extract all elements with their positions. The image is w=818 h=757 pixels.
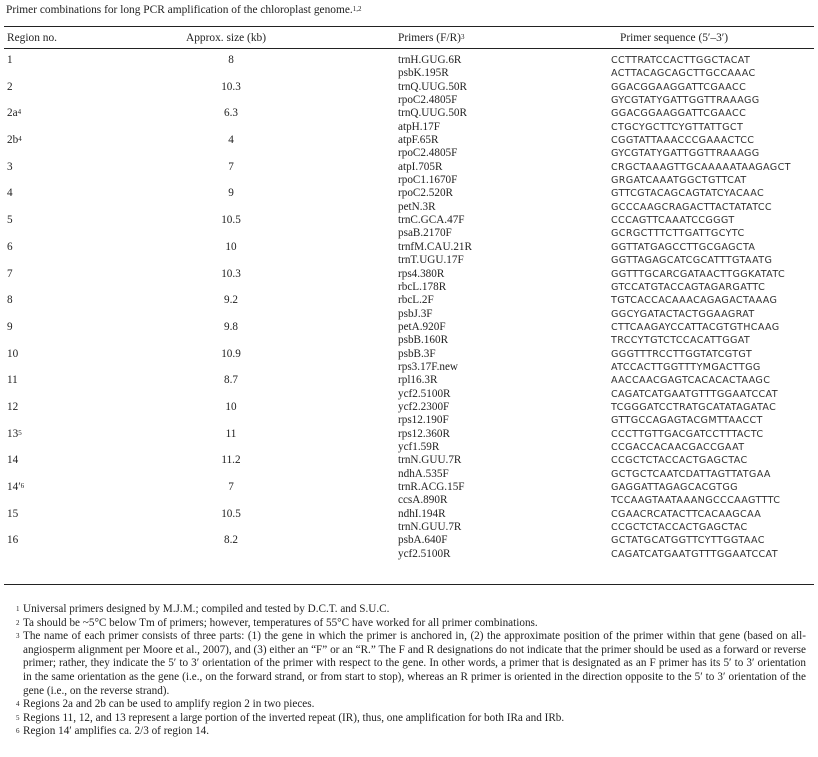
footnote-mark: 3 <box>16 632 20 641</box>
region-cell: 5 <box>7 214 13 227</box>
region-cell: $2b^4$ <box>7 134 22 147</box>
footnote-mark: 2 <box>16 618 20 627</box>
table-row <box>0 361 818 374</box>
table-row <box>0 174 818 187</box>
size-cell: 8.2 <box>224 534 238 547</box>
size-cell: 7 <box>228 481 234 493</box>
region-cell: 11 <box>7 374 18 387</box>
primer-cell: rps3.17F.new <box>398 360 459 373</box>
size-cell: 7 <box>228 160 234 173</box>
table-bottom-rule <box>4 584 814 585</box>
region-cell: 16 <box>7 534 19 547</box>
table-row <box>0 334 818 347</box>
sequence-cell: GGTTATGAGCCTTGCGAGCTA <box>611 241 756 253</box>
sequence-cell: TCCAAGTAATAAANGCCCAAGTTTC <box>611 495 781 507</box>
size-cell: 6.3 <box>224 107 238 120</box>
sequence-cell: GGGTTTRCCTTGGTATCGTGT <box>611 348 753 360</box>
region-cell: 3 <box>7 160 13 173</box>
primer-cell: trnR.ACG.15F <box>398 481 465 493</box>
region-cell: 2 <box>7 80 13 93</box>
sequence-cell: ATCCACTTGGTTTYMGACTTGG <box>611 361 761 373</box>
table-row <box>0 54 818 67</box>
table-row <box>0 321 818 334</box>
sequence-cell: GGACGGAAGGATTCGAACC <box>611 81 747 93</box>
primer-cell: ycf2.2300F <box>398 400 450 413</box>
primer-cell: trnQ.UUG.50R <box>398 80 467 93</box>
table-row <box>0 268 818 281</box>
table-row <box>0 454 818 467</box>
table-row <box>0 281 818 294</box>
sequence-cell: TRCCYTGTCTCCACATTGGAT <box>611 335 751 347</box>
footnote-mark: 1 <box>16 605 20 613</box>
header-sequence: Primer sequence (5′–3′) <box>620 32 729 44</box>
primer-cell: psbA.640F <box>398 534 448 547</box>
primer-cell: rps4.380R <box>398 267 445 280</box>
region-cell: 14 <box>7 454 19 467</box>
size-cell: 10 <box>225 400 237 413</box>
primer-cell: psbB.160R <box>398 334 449 347</box>
primer-cell: rbcL.178R <box>398 280 447 293</box>
size-cell: 10.5 <box>221 214 241 227</box>
sequence-cell: CCTTRATCCACTTGGCTACAT <box>611 55 751 66</box>
region-footnote-mark: 4 <box>18 135 22 144</box>
table-caption <box>6 3 361 17</box>
sequence-cell: CGAACRCATACTTCACAAGCAA <box>611 508 762 520</box>
header-size: Approx. size (kb) <box>186 32 267 44</box>
table-row <box>0 147 818 160</box>
header-primers-mark: 3 <box>460 33 465 41</box>
footnote-text: Ta should be ~5°C below Tm of primers; however, temperatures of 55°C have worked for all primer combinations. <box>23 616 538 629</box>
region-cell: $13^5$ <box>7 427 22 440</box>
size-cell: 10.5 <box>221 507 241 520</box>
footnote-text: Regions 2a and 2b can be used to amplify region 2 in two pieces. <box>23 698 315 711</box>
table-row <box>0 187 818 200</box>
size-cell: 4 <box>228 134 234 147</box>
primer-cell: ycf1.59R <box>398 440 440 453</box>
sequence-cell: CCCTTGTTGACGATCCTTTACTC <box>611 428 764 440</box>
primer-cell: ycf2.5100R <box>398 387 451 400</box>
sequence-cell: GGTTAGAGCATCGCATTTGTAATG <box>611 255 773 267</box>
region-footnote-mark: 5 <box>18 428 22 437</box>
footnote-text: Universal primers designed by M.J.M.; compiled and tested by D.C.T. and S.U.C. <box>23 603 390 615</box>
sequence-cell: GCCCAAGCRAGACTTACTATATCC <box>611 201 772 213</box>
primer-cell: trnfM.CAU.21R <box>398 240 472 253</box>
size-cell: 10.3 <box>221 80 241 93</box>
footnote-mark: 6 <box>16 727 20 736</box>
table-row <box>0 428 818 441</box>
table-row <box>0 67 818 80</box>
footnote-text: Region 14′ amplifies ca. 2/3 of region 14. <box>23 725 210 738</box>
primer-cell: rpoC2.4805F <box>398 147 458 160</box>
table-row <box>0 414 818 427</box>
footnote <box>16 603 806 617</box>
table-body <box>0 54 818 561</box>
sequence-cell: CCGACCACAACGACCGAAT <box>611 441 745 453</box>
region-cell: $2a^4$ <box>7 107 22 120</box>
table-row <box>0 294 818 307</box>
region-cell: 7 <box>7 267 13 280</box>
primer-cell: psbJ.3F <box>398 307 433 320</box>
region-cell: 1 <box>7 54 13 66</box>
table-top-rule <box>4 26 814 27</box>
footnote <box>16 617 806 631</box>
sequence-cell: GYCGTATYGATTGGTTRAAAGG <box>611 95 760 107</box>
size-cell: 9 <box>228 187 234 200</box>
footnote <box>16 630 806 698</box>
size-cell: 9.8 <box>224 320 238 333</box>
header-region: Region no. <box>7 32 57 44</box>
table-row <box>0 134 818 147</box>
footnote <box>16 712 806 726</box>
header-bottom-rule <box>4 48 814 49</box>
table-row <box>0 388 818 401</box>
sequence-cell: GTTGCCAGAGTACGMTTAACCT <box>611 415 763 427</box>
caption-text: Primer combinations for long PCR amplification of the chloroplast genome. <box>6 4 353 16</box>
sequence-cell: CCCAGTTCAAATCCGGGT <box>611 215 735 227</box>
primer-cell: psbK.195R <box>398 67 449 80</box>
table-row <box>0 348 818 361</box>
table-row <box>0 94 818 107</box>
region-cell: 8 <box>7 294 13 307</box>
primer-cell: trnC.GCA.47F <box>398 214 465 227</box>
footnote-mark: 5 <box>16 713 20 722</box>
primer-cell: ndhA.535F <box>398 467 449 480</box>
footnote-text: Regions 11, 12, and 13 represent a large portion of the inverted repeat (IR), thus, one amplification for both IRa and IRb. <box>23 711 565 724</box>
table-row <box>0 227 818 240</box>
size-cell: 10.3 <box>221 267 241 280</box>
primer-cell: ycf2.5100R <box>398 547 451 560</box>
primer-cell: atpH.17F <box>398 120 440 133</box>
primer-cell: psaB.2170F <box>398 227 452 240</box>
region-footnote-mark: 6 <box>20 482 25 490</box>
sequence-cell: ACTTACAGCAGCTTGCCAAAC <box>611 68 756 80</box>
footnote-text: The name of each primer consists of three parts: (1) the gene in which the primer is anchored in, (2) the approximate position of the primer within that gene (based on all-angiosperm alignment per Moore et al., 2007), and (3) either an “F” or an “R.” The F and R designations do not indicate that the primer should be used as a forward or reverse primer; rather, they indicate the 5′ to 3′ orientation of the primer with respect to the gene. In other words, a primer that is designated as an F primer has its 5′ to 3′ orientation in the same orientation as the gene (i.e., on the forward strand, or from start to stop), whereas an R primer is oriented in the direction opposite to the 5′ to 3′ orientation of the gene (i.e., on the reverse strand). <box>23 630 806 697</box>
region-cell: 12 <box>7 400 19 413</box>
table-row <box>0 548 818 561</box>
sequence-cell: GCRGCTTTCTTGATTGCYTC <box>611 228 745 240</box>
sequence-cell: AACCAACGAGTCACACACTAAGC <box>611 375 771 387</box>
sequence-cell: GTTCGTACAGCAGTATCYACAAC <box>611 188 765 200</box>
primer-cell: atpI.705R <box>398 160 443 173</box>
region-cell: 4 <box>7 187 13 200</box>
sequence-cell: GCTATGCATGGTTCYTTGGTAAC <box>611 535 765 547</box>
region-footnote-mark: 4 <box>17 108 22 117</box>
caption-footnote-mark: 1,2 <box>352 5 362 13</box>
primer-cell: psbB.3F <box>398 347 436 360</box>
primer-cell: rpl16.3R <box>398 374 438 387</box>
primer-cell: trnN.GUU.7R <box>398 454 462 467</box>
size-cell: 11 <box>225 427 237 440</box>
table-row <box>0 401 818 414</box>
primer-cell: trnT.UGU.17F <box>398 254 464 267</box>
primer-cell: trnH.GUG.6R <box>398 54 462 66</box>
sequence-cell: GCTGCTCAATCDATTAGTTATGAA <box>611 468 771 480</box>
size-cell: 9.2 <box>224 294 238 307</box>
sequence-cell: CAGATCATGAATGTTTGGAATCCAT <box>611 388 778 400</box>
table-row <box>0 468 818 481</box>
primer-cell: ndhI.194R <box>398 507 446 520</box>
table-row <box>0 254 818 267</box>
primer-cell: rbcL.2F <box>398 294 434 307</box>
table-row <box>0 201 818 214</box>
footnote <box>16 698 806 712</box>
table-row <box>0 374 818 387</box>
sequence-cell: GGCYGATACTACTGGAAGRAT <box>611 308 755 320</box>
table-row <box>0 521 818 534</box>
primer-cell: trnQ.UUG.50R <box>398 107 467 120</box>
table-row <box>0 534 818 547</box>
footnote <box>16 725 806 739</box>
region-cell: 6 <box>7 240 13 253</box>
primer-cell: rpoC2.4805F <box>398 94 458 107</box>
primer-cell: petA.920F <box>398 320 446 333</box>
footnote-mark: 4 <box>16 700 20 709</box>
table-row <box>0 107 818 120</box>
sequence-cell: CTGCYGCTTCYGTTATTGCT <box>611 121 744 133</box>
primer-cell: ccsA.890R <box>398 494 448 507</box>
sequence-cell: CCGCTCTACCACTGAGCTAC <box>611 522 748 534</box>
sequence-cell: GRGATCAAATGGCTGTTCAT <box>611 175 747 187</box>
region-cell: 9 <box>7 320 13 333</box>
sequence-cell: TCGGGATCCTRATGCATATAGATAC <box>611 401 777 413</box>
sequence-cell: CCGCTCTACCACTGAGCTAC <box>611 455 748 467</box>
sequence-cell: GGTTTGCARCGATAACTTGGKATATC <box>611 268 786 280</box>
primer-cell: rpoC1.1670F <box>398 174 458 187</box>
sequence-cell: GGACGGAAGGATTCGAACC <box>611 108 747 120</box>
table-footnotes <box>16 603 806 739</box>
size-cell: 11.2 <box>221 454 241 467</box>
size-cell: 10 <box>225 240 237 253</box>
primer-cell: rps12.190F <box>398 414 449 427</box>
table-row <box>0 481 818 494</box>
size-cell: 8 <box>228 54 234 66</box>
region-cell: $14'^6$ <box>7 481 25 493</box>
primer-cell: rps12.360R <box>398 427 450 440</box>
sequence-cell: TGTCACCACAAACAGAGACTAAAG <box>611 295 778 307</box>
primer-cell: rpoC2.520R <box>398 187 454 200</box>
table-row <box>0 241 818 254</box>
primer-cell: petN.3R <box>398 200 436 213</box>
table-row <box>0 308 818 321</box>
size-cell: 8.7 <box>224 374 238 387</box>
header-primers: Primers $(F/R)^3$ <box>398 32 465 44</box>
sequence-cell: CTTCAAGAYCCATTACGTGTHCAAG <box>611 321 780 333</box>
region-cell: 15 <box>7 507 19 520</box>
table-row <box>0 441 818 454</box>
size-cell: 10.9 <box>221 347 241 360</box>
region-cell: 10 <box>7 347 19 360</box>
table-row <box>0 161 818 174</box>
sequence-cell: GYCGTATYGATTGGTTRAAAGG <box>611 148 760 160</box>
table-row <box>0 121 818 134</box>
primer-cell: atpF.65R <box>398 134 439 147</box>
sequence-cell: CGGTATTAAACCCGAAACTCC <box>611 135 755 147</box>
table-row <box>0 214 818 227</box>
table-row <box>0 494 818 507</box>
sequence-cell: GAGGATTAGAGCACGTGG <box>611 482 738 493</box>
sequence-cell: CRGCTAAAGTTGCAAAAATAAGAGCT <box>611 161 791 173</box>
table-row <box>0 81 818 94</box>
sequence-cell: GTCCATGTACCAGTAGARGATTC <box>611 281 766 293</box>
sequence-cell: CAGATCATGAATGTTTGGAATCCAT <box>611 548 778 560</box>
primer-cell: trnN.GUU.7R <box>398 521 462 534</box>
table-row <box>0 508 818 521</box>
